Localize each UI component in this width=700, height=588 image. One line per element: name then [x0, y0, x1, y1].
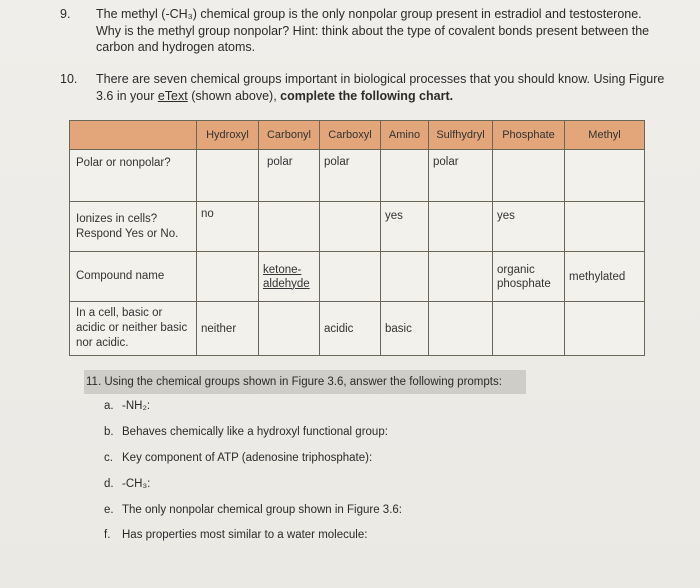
item-text: The only nonpolar chemical group shown in Figure 3.6:: [122, 504, 402, 516]
chart-header-row: [70, 121, 645, 150]
column-header: Carbonyl: [259, 121, 320, 150]
chart-corner-cell: [70, 121, 197, 150]
list-item: [104, 478, 150, 490]
table-cell[interactable]: ketone- aldehyde: [259, 252, 320, 302]
question-9-number: 9.: [60, 7, 71, 21]
table-cell[interactable]: polar: [259, 150, 320, 202]
item-letter: d.: [104, 478, 114, 490]
table-cell[interactable]: [259, 302, 320, 356]
list-item: [104, 426, 388, 438]
table-row: [70, 202, 645, 252]
row-label: In a cell, basic or acidic or neither basic nor acidic.: [70, 302, 197, 356]
question-11-prompt: 11. Using the chemical groups shown in Figure 3.6, answer the following prompts:: [84, 370, 526, 394]
table-cell[interactable]: [565, 150, 645, 202]
column-header: Sulfhydryl: [429, 121, 493, 150]
item-letter: a.: [104, 400, 114, 412]
chemical-groups-chart: [69, 120, 645, 356]
list-item: [104, 452, 372, 464]
table-row: [70, 302, 645, 356]
table-cell[interactable]: [565, 302, 645, 356]
question-10-text-b: (shown above),: [187, 88, 281, 103]
question-10-instruction: complete the following chart.: [280, 88, 454, 103]
column-header: Amino: [381, 121, 429, 150]
table-cell[interactable]: organic phosphate: [493, 252, 565, 302]
item-letter: e.: [104, 504, 114, 516]
table-cell[interactable]: [381, 150, 429, 202]
table-row: [70, 150, 645, 202]
column-header: Carboxyl: [320, 121, 381, 150]
table-cell[interactable]: basic: [381, 302, 429, 356]
item-text: Key component of ATP (adenosine triphosphate):: [122, 452, 373, 464]
table-cell[interactable]: [320, 252, 381, 302]
table-cell[interactable]: acidic: [320, 302, 381, 356]
table-cell[interactable]: [197, 150, 259, 202]
list-item: [104, 529, 367, 541]
item-text: Has properties most similar to a water molecule:: [122, 529, 368, 541]
item-text: -CH₃:: [122, 478, 151, 490]
table-cell[interactable]: yes: [381, 202, 429, 252]
table-cell[interactable]: yes: [493, 202, 565, 252]
row-label: Ionizes in cells? Respond Yes or No.: [70, 202, 197, 252]
etext-link[interactable]: eText: [157, 88, 188, 103]
column-header: Methyl: [565, 121, 645, 150]
table-cell[interactable]: [197, 252, 259, 302]
table-cell[interactable]: no: [197, 202, 259, 252]
list-item: [104, 400, 150, 412]
question-10-text: [96, 71, 670, 104]
table-cell[interactable]: neither: [197, 302, 259, 356]
item-letter: c.: [104, 452, 113, 464]
table-cell[interactable]: polar: [429, 150, 493, 202]
item-letter: b.: [104, 426, 114, 438]
table-cell[interactable]: polar: [320, 150, 381, 202]
item-text: -NH₂:: [122, 400, 151, 412]
table-cell[interactable]: [259, 202, 320, 252]
question-10-number: 10.: [60, 72, 78, 86]
question-9-text: The methyl (-CH₃) chemical group is the only nonpolar group present in estradiol and testosterone. Why is the methyl group nonpolar? Hint: think about the type of covalent bonds present between the carbon and hydrogen atoms.: [96, 7, 650, 54]
table-cell[interactable]: [429, 252, 493, 302]
column-header: Hydroxyl: [197, 121, 259, 150]
table-cell[interactable]: [429, 202, 493, 252]
item-text: Behaves chemically like a hydroxyl functional group:: [122, 426, 388, 438]
question-9: [60, 6, 670, 56]
table-cell[interactable]: [381, 252, 429, 302]
item-letter: f.: [104, 529, 111, 541]
table-cell[interactable]: [320, 202, 381, 252]
column-header: Phosphate: [493, 121, 565, 150]
table-row: [70, 252, 645, 302]
row-label: Polar or nonpolar?: [70, 150, 197, 202]
table-cell[interactable]: methylated: [565, 252, 645, 302]
list-item: [104, 504, 402, 516]
question-10: [60, 71, 670, 104]
table-cell[interactable]: [493, 302, 565, 356]
question-10-text-a: There are seven chemical groups important in biological processes that you should know. Using Figure 3.6 in your: [96, 72, 665, 103]
table-cell[interactable]: [565, 202, 645, 252]
table-cell[interactable]: [493, 150, 565, 202]
table-cell[interactable]: [429, 302, 493, 356]
row-label: Compound name: [70, 252, 197, 302]
